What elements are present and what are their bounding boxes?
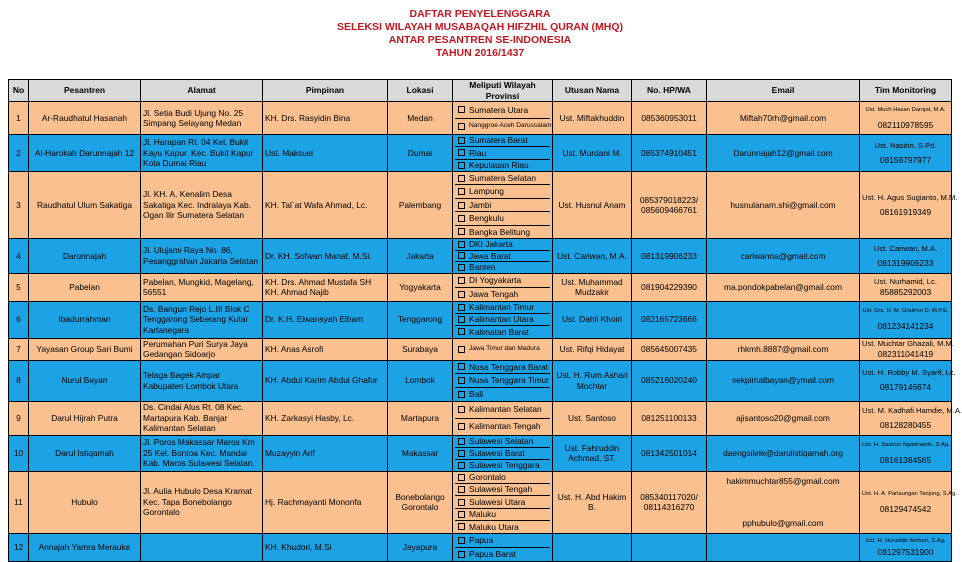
- provinsi-label: Kalimatan Barat: [469, 326, 529, 337]
- cell-alamat: Jl. Aulia Hubulo Desa Kramat Kec. Tapa Bonebolango Gorontalo: [141, 471, 263, 533]
- provinsi-item: [455, 388, 550, 401]
- cell-utusan: Ust. Dahli Khoiri: [553, 301, 632, 338]
- cell-lokasi: Lombok: [388, 360, 453, 401]
- table-row: [9, 172, 952, 239]
- provinsi-item: [455, 472, 550, 484]
- provinsi-label: Sumatera Utara: [469, 104, 529, 115]
- provinsi-label: Papua Barat: [469, 548, 516, 559]
- provinsi-label: Maluku Utara: [469, 521, 519, 532]
- provinsi-label: Maluku: [469, 509, 496, 520]
- title-line-4: TAHUN 2016/1437: [435, 47, 525, 59]
- cell-provinsi: [453, 471, 553, 533]
- tim-phone: 85885292003: [879, 286, 932, 297]
- tim-phone: 081297531900: [877, 546, 934, 557]
- provinsi-list: [455, 239, 550, 273]
- cell-alamat: Jl. KH. A. Kenalim Desa Sakatiga Kec. Indralaya Kab. Ogan Ilir Sumatera Selatan: [141, 172, 263, 239]
- cell-alamat: Jl. Harapan Rt. 04 Kel. Bukit Kayu Kapur. Kec. Bukit Kapur Kota Dumai Riau: [141, 135, 263, 172]
- checkbox-icon: [458, 241, 465, 248]
- provinsi-label: Kalimantan Timur: [469, 301, 535, 312]
- provinsi-item: [455, 226, 550, 238]
- cell-no: 4: [9, 239, 29, 274]
- cell-utusan: Ust. Miftakhuddin: [553, 102, 632, 135]
- checkbox-icon: [458, 175, 465, 182]
- cell-no: 8: [9, 360, 29, 401]
- provinsi-item: [455, 436, 550, 448]
- provinsi-item: [455, 374, 550, 388]
- cell-lokasi: Makassar: [388, 435, 453, 471]
- cell-pesantren: Ar-Raudhatul Hasanah: [29, 102, 141, 135]
- cell-pimpinan: Ust. Maksusi: [263, 135, 388, 172]
- tim-phone: 08129474542: [879, 503, 932, 514]
- checkbox-icon: [458, 149, 465, 156]
- checkbox-icon: [458, 162, 465, 169]
- provinsi-label: Bengkulu: [469, 213, 504, 224]
- tim-phone: 08161384565: [879, 454, 932, 465]
- cell-alamat: Ds. Bangun Rejo L.III Blok C Tenggarong Seberang Kutai Kartanegara: [141, 301, 263, 338]
- cell-alamat: Perumahan Puri Surya Jaya Gedangan Sidoarjo: [141, 338, 263, 360]
- tim-name: Ust. Much Hasan Darojat, M.A.: [865, 106, 946, 113]
- table-row: [9, 471, 952, 533]
- cell-alamat: Jl. Poros Makassar Maros Km 25 Kel. Bontoa Kec. Mandai Kab. Maros Sulawesi Selatan,: [141, 435, 263, 471]
- tim-name: Ust. Muchtar Ghazali, M.M.: [862, 338, 954, 348]
- cell-utusan: Ust. Fahruddin Achmad, ST.: [553, 435, 632, 471]
- cell-tim-monitoring: [860, 135, 952, 172]
- provinsi-label: Lampung: [469, 186, 504, 197]
- cell-alamat: Jl. Setia Budi Ujung No. 25 Simpang Selayang Medan: [141, 102, 263, 135]
- cell-no: 10: [9, 435, 29, 471]
- cell-tim-monitoring: [860, 471, 957, 533]
- provinsi-item: [455, 119, 550, 135]
- provinsi-item: [455, 251, 550, 263]
- cell-hp: 085360953011: [632, 102, 707, 135]
- cell-no: 2: [9, 135, 29, 172]
- provinsi-list: [455, 102, 550, 134]
- table-row: [9, 533, 952, 561]
- provinsi-item: [455, 419, 550, 435]
- cell-provinsi: [453, 273, 553, 301]
- cell-provinsi: [453, 401, 553, 435]
- header-tim: Tim Monitoring: [860, 80, 952, 102]
- provinsi-label: Sumatera Barat: [469, 135, 528, 146]
- provinsi-item: [455, 239, 550, 251]
- email-secondary: pphubulo@gmail.com: [742, 518, 824, 528]
- cell-no: 11: [9, 471, 29, 533]
- provinsi-label: Nusa Tenggara Barat: [469, 361, 548, 372]
- cell-lokasi: Martapura: [388, 401, 453, 435]
- cell-tim-monitoring: [860, 301, 952, 338]
- cell-lokasi: Jayapura: [388, 533, 453, 561]
- cell-email: [707, 471, 860, 533]
- provinsi-list: [455, 135, 550, 171]
- provinsi-item: [455, 521, 550, 532]
- checkbox-icon: [458, 391, 465, 398]
- cell-provinsi: [453, 533, 553, 561]
- tim-phone: 08161919349: [879, 206, 932, 217]
- checkbox-icon: [458, 499, 465, 506]
- cell-hp: [632, 533, 707, 561]
- header-utusan: Utusan Nama: [553, 80, 632, 102]
- cell-pesantren: Annajah Yamra Merauke: [29, 533, 141, 561]
- tim-phone: 08158797977: [879, 154, 932, 165]
- cell-pimpinan: Hj. Rachmayanti Mononfa: [263, 471, 388, 533]
- tim-name: Ust. Nurhamid, Lc.: [874, 276, 937, 286]
- cell-alamat: Pabelan, Mungkid, Magelang, 56551: [141, 273, 263, 301]
- checkbox-icon: [458, 474, 465, 481]
- checkbox-icon: [458, 123, 465, 130]
- cell-pimpinan: KH. Anas Asrofi: [263, 338, 388, 360]
- provinsi-item: [455, 460, 550, 471]
- cell-pesantren: Darul Istiqamah: [29, 435, 141, 471]
- provinsi-item: [455, 212, 550, 225]
- checkbox-icon: [458, 202, 465, 209]
- cell-email: ajisantoso20@gmail.com: [707, 401, 860, 435]
- provinsi-label: Kepulauan Riau: [469, 160, 529, 171]
- provinsi-list: [455, 472, 550, 533]
- cell-pimpinan: KH. Drs. Ahmad Mustafa SH KH. Ahmad Najib: [263, 273, 388, 301]
- provinsi-list: [455, 172, 550, 238]
- checkbox-icon: [458, 328, 465, 335]
- provinsi-label: Kalimantan Selatan: [469, 404, 542, 415]
- provinsi-label: Jawa Timur dan Madura: [469, 344, 540, 352]
- cell-hp: 085645007435: [632, 338, 707, 360]
- tim-phone: 081234141234: [877, 321, 934, 332]
- cell-email: sekpimalbayan@ymail.com: [707, 360, 860, 401]
- cell-pimpinan: KH. Zarkasyi Hasby, Lc.: [263, 401, 388, 435]
- tim-phone: 081319906233: [877, 257, 934, 268]
- checkbox-icon: [458, 462, 465, 469]
- email-primary: hakimmuchtar855@gmail.com: [726, 475, 840, 486]
- cell-pimpinan: KH. Khudori, M.Si: [263, 533, 388, 561]
- provinsi-item: [455, 172, 550, 185]
- checkbox-icon: [458, 438, 465, 445]
- provinsi-list: [455, 534, 550, 561]
- provinsi-label: Kalimantan Utara: [469, 314, 534, 325]
- table-row: [9, 301, 952, 338]
- checkbox-icon: [458, 137, 465, 144]
- provinsi-item: [455, 314, 550, 326]
- cell-lokasi: Yogyakarta: [388, 273, 453, 301]
- cell-hp: 081319906233: [632, 239, 707, 274]
- cell-hp: 082165723666: [632, 301, 707, 338]
- provinsi-item: [455, 160, 550, 171]
- header-provinsi: Meliputi Wilayah Provinsi: [453, 80, 553, 102]
- checkbox-icon: [458, 188, 465, 195]
- provinsi-list: [455, 274, 550, 301]
- provinsi-item: [455, 548, 550, 561]
- provinsi-item: [455, 361, 550, 375]
- cell-no: 6: [9, 301, 29, 338]
- checkbox-icon: [458, 450, 465, 457]
- cell-lokasi: Tenggarong: [388, 301, 453, 338]
- cell-email: Miftah70rh@gmail.com: [707, 102, 860, 135]
- provinsi-item: [455, 102, 550, 119]
- tim-name: Ust. H. Sasirun Ngatimanto, S.Ag.: [862, 441, 950, 448]
- cell-pimpinan: KH. Drs. Rasyidin Bina: [263, 102, 388, 135]
- cell-tim-monitoring: [860, 533, 952, 561]
- cell-pesantren: Raudhatul Ulum Sakatiga: [29, 172, 141, 239]
- cell-hp: 085216020240: [632, 360, 707, 401]
- provinsi-label: Sulawesi Tengah: [469, 484, 533, 495]
- header-email: Email: [707, 80, 860, 102]
- checkbox-icon: [458, 346, 465, 353]
- provinsi-label: Sulawesi Barat: [469, 447, 525, 458]
- cell-pimpinan: Muzayyin Arif: [263, 435, 388, 471]
- checkbox-icon: [458, 377, 465, 384]
- tim-phone: 082110978595: [877, 119, 934, 130]
- header-pimpinan: Pimpinan: [263, 80, 388, 102]
- header-hp: No. HP/WA: [632, 80, 707, 102]
- cell-email: daengsilele@darulistiqamah.org: [707, 435, 860, 471]
- provinsi-item: [455, 185, 550, 198]
- checkbox-icon: [458, 523, 465, 530]
- cell-tim-monitoring: [860, 360, 956, 401]
- provinsi-label: Sumatera Selatan: [469, 172, 537, 183]
- checkbox-icon: [458, 537, 465, 544]
- cell-alamat: Jl. Ulujami Raya No. 86, Pesanggrahan Jakarta Selatan: [141, 239, 263, 274]
- provinsi-item: [455, 339, 550, 360]
- cell-email: husnulanam.shi@gmail.com: [707, 172, 860, 239]
- cell-provinsi: [453, 360, 553, 401]
- table-row: [9, 401, 952, 435]
- provinsi-item: [455, 402, 550, 419]
- provinsi-list: [455, 339, 550, 360]
- cell-tim-monitoring: [860, 102, 952, 135]
- provinsi-item: [455, 288, 550, 301]
- title-line-1: DAFTAR PENYELENGGARA: [409, 8, 551, 20]
- cell-no: 7: [9, 338, 29, 360]
- cell-hp: 081904229390: [632, 273, 707, 301]
- provinsi-item: [455, 274, 550, 288]
- cell-alamat: [141, 533, 263, 561]
- provinsi-label: Bali: [469, 388, 483, 399]
- cell-provinsi: [453, 338, 553, 360]
- cell-pimpinan: KH. Tal`at Wafa Ahmad, Lc.: [263, 172, 388, 239]
- cell-provinsi: [453, 172, 553, 239]
- cell-utusan: Ust. Husnul Anam: [553, 172, 632, 239]
- table-row: [9, 360, 952, 401]
- checkbox-icon: [458, 551, 465, 558]
- checkbox-icon: [458, 106, 465, 113]
- provinsi-label: Riau: [469, 147, 487, 158]
- tim-phone: 08128280455: [879, 419, 932, 430]
- cell-email: rhkmh.8887@gmail.com: [707, 338, 860, 360]
- checkbox-icon: [458, 264, 465, 271]
- cell-hp: 081342501014: [632, 435, 707, 471]
- checkbox-icon: [458, 486, 465, 493]
- cell-lokasi: Dumai: [388, 135, 453, 172]
- provinsi-label: Nanggroe Aceh Darussalam: [469, 122, 552, 129]
- provinsi-label: Sulawesi Tenggara: [469, 459, 540, 470]
- table-header-row: [9, 80, 952, 102]
- cell-pesantren: Pabelan: [29, 273, 141, 301]
- checkbox-icon: [458, 228, 465, 235]
- provinsi-list: [455, 361, 550, 401]
- cell-lokasi: Palembang: [388, 172, 453, 239]
- table-row: [9, 135, 952, 172]
- cell-utusan: Ust. Muhammad Mudzakir: [553, 273, 632, 301]
- tim-name: Ust. H. Nuruddin Ambari, S.Ag.: [865, 537, 946, 544]
- tim-name: Ust. Drs. H. M. Ghufron D. M.P.E.: [862, 308, 949, 315]
- checkbox-icon: [458, 406, 465, 413]
- provinsi-label: Nusa Tenggara Timur: [469, 375, 549, 386]
- cell-pimpinan: KH. Abdul Karim Abdul Ghafur: [263, 360, 388, 401]
- checkbox-icon: [458, 291, 465, 298]
- tim-name: Ust. Nasirin, S.Pd.: [874, 140, 937, 150]
- cell-pesantren: Hubulo: [29, 471, 141, 533]
- checkbox-icon: [458, 511, 465, 518]
- cell-tim-monitoring: [860, 239, 952, 274]
- cell-pesantren: Darul Hijrah Putra: [29, 401, 141, 435]
- cell-provinsi: [453, 239, 553, 274]
- organizer-table: [8, 79, 962, 562]
- checkbox-icon: [458, 363, 465, 370]
- provinsi-label: DKI Jakarta: [469, 239, 513, 249]
- provinsi-list: [455, 402, 550, 435]
- header-no: No: [9, 80, 29, 102]
- provinsi-label: Kalimantan Tengah: [469, 421, 541, 432]
- checkbox-icon: [458, 316, 465, 323]
- cell-no: 9: [9, 401, 29, 435]
- tim-phone: 082311041419: [877, 348, 934, 359]
- cell-email: [707, 301, 860, 338]
- cell-lokasi: Surabaya: [388, 338, 453, 360]
- cell-utusan: Ust. Cariwan, M.A.: [553, 239, 632, 274]
- checkbox-icon: [458, 215, 465, 222]
- provinsi-label: Sulawesi Selatan: [469, 435, 534, 446]
- cell-no: 1: [9, 102, 29, 135]
- cell-pesantren: Al-Harokah Darunnajah 12: [29, 135, 141, 172]
- cell-hp: 085379018223/ 085609466761: [632, 172, 707, 239]
- provinsi-label: Sulawesi Utara: [469, 496, 526, 507]
- cell-pesantren: Darunnajah: [29, 239, 141, 274]
- cell-lokasi: Jakarta: [388, 239, 453, 274]
- document-title: [0, 8, 960, 60]
- title-line-3: ANTAR PESANTREN SE-INDONESIA: [388, 34, 572, 46]
- header-lokasi: Lokasi: [388, 80, 453, 102]
- checkbox-icon: [458, 252, 465, 259]
- cell-tim-monitoring: [860, 172, 958, 239]
- cell-tim-monitoring: [860, 338, 952, 360]
- cell-utusan: Ust. H. Rum Ashari Mochtar: [553, 360, 632, 401]
- table-row: [9, 239, 952, 274]
- cell-tim-monitoring: [860, 273, 952, 301]
- cell-email: cariwanna@gmail.com: [707, 239, 860, 274]
- table-row: [9, 338, 952, 360]
- cell-email: Darunnajah12@gmail.com: [707, 135, 860, 172]
- cell-no: 3: [9, 172, 29, 239]
- cell-pesantren: Yayasan Group Sari Bumi: [29, 338, 141, 360]
- cell-utusan: Ust. Santoso: [553, 401, 632, 435]
- table-row: [9, 102, 952, 135]
- tim-name: Ust. H. Agus Sugianto, M.M.: [862, 192, 958, 202]
- provinsi-item: [455, 326, 550, 337]
- cell-lokasi: Medan: [388, 102, 453, 135]
- cell-utusan: [553, 533, 632, 561]
- cell-pimpinan: Dr. K.H. Elwansyah Elham: [263, 301, 388, 338]
- checkbox-icon: [458, 277, 465, 284]
- cell-tim-monitoring: [860, 435, 952, 471]
- cell-pesantren: Nurul Bayan: [29, 360, 141, 401]
- provinsi-label: Jawa Barat: [469, 250, 511, 261]
- provinsi-item: [455, 509, 550, 521]
- cell-provinsi: [453, 102, 553, 135]
- provinsi-item: [455, 534, 550, 548]
- provinsi-item: [455, 496, 550, 508]
- cell-email: ma.pondokpabelan@gmail.com: [707, 273, 860, 301]
- tim-name: Ust. H. Robby M. Syarif, Lc.: [862, 368, 956, 378]
- header-alamat: Alamat: [141, 80, 263, 102]
- cell-email: [707, 533, 860, 561]
- provinsi-label: Banten: [469, 262, 496, 272]
- checkbox-icon: [458, 304, 465, 311]
- provinsi-item: [455, 302, 550, 314]
- provinsi-item: [455, 135, 550, 147]
- header-pesantren: Pesantren: [29, 80, 141, 102]
- tim-name: Ust. Cariwan, M.A.: [873, 243, 938, 253]
- provinsi-item: [455, 484, 550, 496]
- cell-no: 12: [9, 533, 29, 561]
- tim-name: Ust. M. Kadhafi Hamdie, M.A.: [862, 405, 962, 415]
- cell-provinsi: [453, 301, 553, 338]
- provinsi-item: [455, 199, 550, 212]
- title-line-2: SELEKSI WILAYAH MUSABAQAH HIFZHIL QURAN (MHQ): [336, 21, 624, 33]
- cell-pimpinan: Dr. KH. Sofwan Manaf, M.Si.: [263, 239, 388, 274]
- provinsi-list: [455, 436, 550, 471]
- cell-alamat: Ds. Cindai Alus Rt. 08 Kec. Martapura Kab. Banjar Kalimantan Selatan: [141, 401, 263, 435]
- checkbox-icon: [458, 423, 465, 430]
- provinsi-label: DI Yogyakarta: [469, 274, 522, 285]
- cell-pesantren: Ibadurrahman: [29, 301, 141, 338]
- provinsi-item: [455, 147, 550, 159]
- cell-hp: 085340117020/ 08114316270: [632, 471, 707, 533]
- cell-lokasi: Bonebolango Gorontalo: [388, 471, 453, 533]
- cell-tim-monitoring: [860, 401, 962, 435]
- provinsi-label: Papua: [469, 534, 494, 545]
- table-row: [9, 273, 952, 301]
- cell-utusan: Ust. Murdani M.: [553, 135, 632, 172]
- provinsi-label: Jawa Tengah: [469, 288, 519, 299]
- cell-provinsi: [453, 135, 553, 172]
- cell-no: 5: [9, 273, 29, 301]
- cell-hp: 085374910451: [632, 135, 707, 172]
- provinsi-label: Bangka Belitung: [469, 226, 530, 237]
- provinsi-item: [455, 262, 550, 273]
- table-row: [9, 435, 952, 471]
- cell-utusan: Ust. H. Abd Hakim B.: [553, 471, 632, 533]
- cell-utusan: Ust. Rifqi Hidayat: [553, 338, 632, 360]
- provinsi-label: Jambi: [469, 199, 492, 210]
- provinsi-item: [455, 448, 550, 460]
- provinsi-list: [455, 302, 550, 338]
- tim-phone: 08179146674: [879, 382, 932, 393]
- cell-provinsi: [453, 435, 553, 471]
- provinsi-label: Gorontalo: [469, 471, 506, 482]
- cell-alamat: Telaga Bagek Ampar Kabupaten Lombok Utara: [141, 360, 263, 401]
- tim-name: Ust. H. A. Parlaungan Tanjung, S.Ag.: [862, 490, 957, 497]
- cell-hp: 081251100133: [632, 401, 707, 435]
